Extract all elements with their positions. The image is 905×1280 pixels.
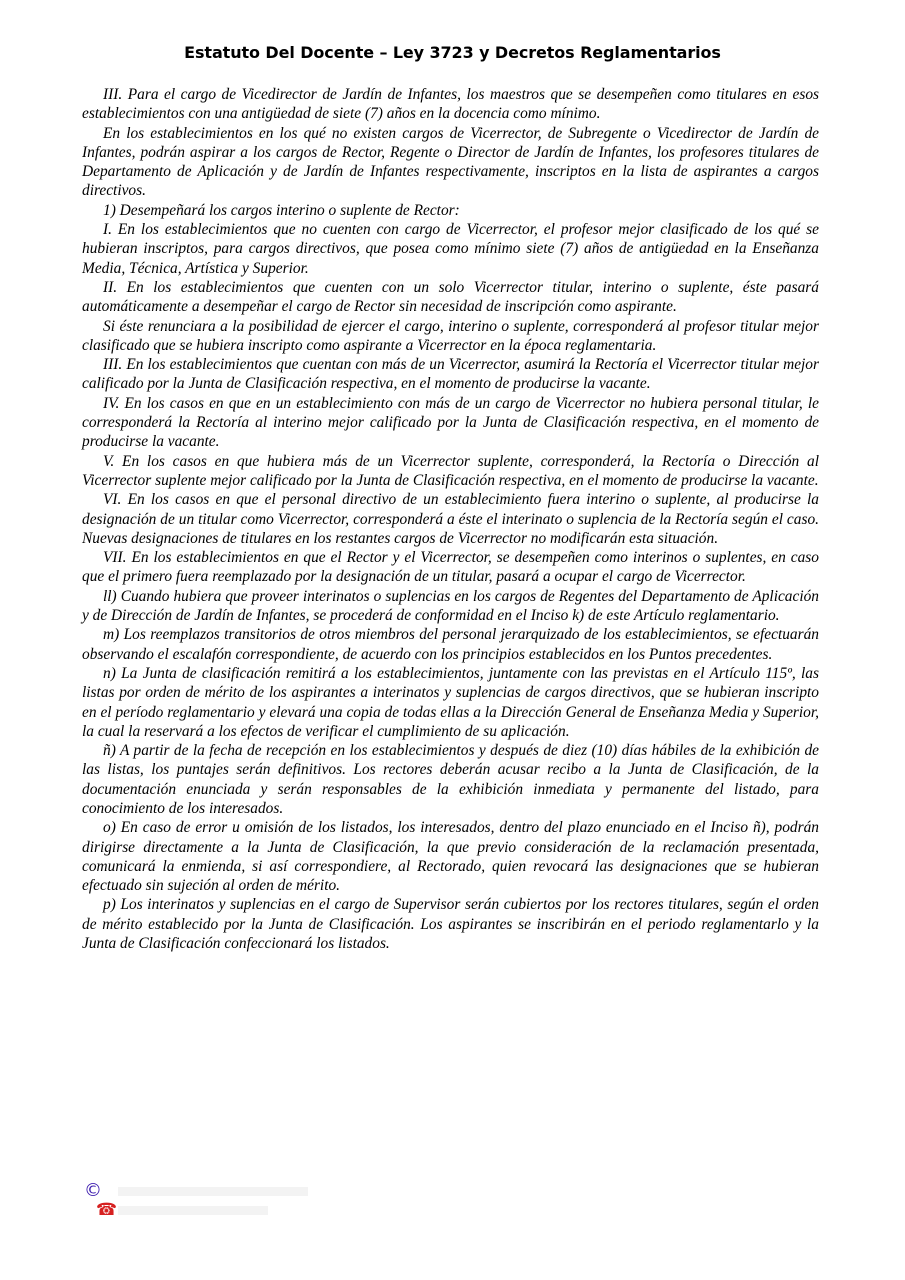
paragraph: ñ) A partir de la fecha de recepción en los establecimientos y después de diez (10) días hábiles de la exhibición de las listas, los puntajes serán definitivos. Los rectores deberán acusar recibo a la Junta de Clasificación, de la documentación enunciada y serán responsables de la exhibición inmediata y permanente del listado, para conocimiento de los interesados. xyxy=(82,742,819,817)
paragraph: VI. En los casos en que el personal directivo de un establecimiento fuera interino o suplente, al producirse la designación de un titular como Vicerrector, corresponderá a éste el interinato o suplencia de la Rectoría según el caso. Nuevas designaciones de titulares en los restantes cargos de Vicerrector no modificarán esta situación. xyxy=(82,491,819,547)
page-footer xyxy=(84,1180,384,1220)
paragraph: IV. En los casos en que en un establecimiento con más de un cargo de Vicerrector no hubiera personal titular, le corresponderá la Rectoría al interino mejor calificado por la Junta de Clasificación respectiva, en el momento de producirse la vacante. xyxy=(82,394,819,451)
faint-footer-line xyxy=(118,1187,308,1196)
paragraph: III. Para el cargo de Vicedirector de Jardín de Infantes, los maestros que se desempeñen como titulares en esos establecimientos con una antigüedad de siete (7) años en la docencia como mínimo. xyxy=(82,86,819,123)
paragraph: Si éste renunciara a la posibilidad de ejercer el cargo, interino o suplente, corresponderá al profesor titular mejor clasificado que se hubiera inscripto como aspirante a Vicerrector en la época reglamentaria. xyxy=(82,317,819,354)
paragraph: VII. En los establecimientos en que el Rector y el Vicerrector, se desempeñen como interinos o suplentes, en caso que el primero fuera reemplazado por la designación de un titular, pasará a ocupar el cargo de Vicerrector. xyxy=(82,549,819,586)
paragraph: II. En los establecimientos que cuenten con un solo Vicerrector titular, interino o suplente, éste pasará automáticamente a desempeñar el cargo de Rector sin necesidad de inscripción como aspirante. xyxy=(82,278,819,316)
faint-footer-line xyxy=(118,1206,268,1215)
copyright-icon: © xyxy=(84,1180,102,1201)
document-body xyxy=(82,85,819,953)
paragraph: n) La Junta de clasificación remitirá a los establecimientos, juntamente con las previstas en el Artículo 115º, las listas por orden de mérito de los aspirantes a interinatos y suplencias de cargos directivos, que se hubieran inscripto en el período reglamentario y elevará una copia de todas ellas a la Dirección General de Enseñanza Media y Superior, la cual la reservará a los efectos de verificar el cumplimiento de su aplicación. xyxy=(82,664,819,740)
paragraph: o) En caso de error u omisión de los listados, los interesados, dentro del plazo enunciado en el Inciso ñ), podrán dirigirse directamente a la Junta de Clasificación, la que previo consideración de la reclamación presentada, comunicará la enmienda, si así correspondiere, al Rectorado, quien revocará las designaciones que se hubieran efectuado sin sujeción al orden de mérito. xyxy=(82,819,819,895)
paragraph: I. En los establecimientos que no cuenten con cargo de Vicerrector, el profesor mejor clasificado de los qué se hubieran inscriptos, para cargos directivos, que posea como mínimo siete (7) años de antigüedad en la Enseñanza Media, Técnica, Artística y Superior. xyxy=(82,221,819,277)
paragraph: ll) Cuando hubiera que proveer interinatos o suplencias en los cargos de Regentes del Departamento de Aplicación y de Dirección de Jardín de Infantes, se procederá de conformidad en el Inciso k) de este Artículo reglamentario. xyxy=(82,587,819,625)
page-title: Estatuto Del Docente – Ley 3723 y Decretos Reglamentarios xyxy=(184,43,721,62)
paragraph: III. En los establecimientos que cuentan con más de un Vicerrector, asumirá la Rectoría el Vicerrector titular mejor calificado por la Junta de Clasificación respectiva, en el momento de producirse la vacante. xyxy=(82,356,819,393)
paragraph: m) Los reemplazos transitorios de otros miembros del personal jerarquizado de los establecimientos, se efectuarán observando el escalafón correspondiente, de acuerdo con los principios establecidos en los Puntos precedentes. xyxy=(82,626,819,663)
paragraph: En los establecimientos en los qué no existen cargos de Vicerrector, de Subregente o Vicedirector de Jardín de Infantes, podrán aspirar a los cargos de Rector, Regente o Director de Jardín de Infantes, los profesores titulares de Departamento de Aplicación y de Jardín de Infantes respectivamente, inscriptos en la lista de aspirantes a cargos directivos. xyxy=(82,124,819,200)
paragraph: p) Los interinatos y suplencias en el cargo de Supervisor serán cubiertos por los rectores titulares, según el orden de mérito establecido por la Junta de Clasificación. Los aspirantes se inscribirán en el periodo reglamentarlo y la Junta de Clasificación confeccionará los listados. xyxy=(82,896,819,953)
phone-icon: ☎ xyxy=(96,1200,118,1220)
paragraph: 1) Desempeñará los cargos interino o suplente de Rector: xyxy=(103,201,460,219)
paragraph: V. En los casos en que hubiera más de un Vicerrector suplente, corresponderá, la Rectoría o Dirección al Vicerrector suplente mejor calificado por la Junta de Clasificación respectiva, en el momento de producirse la vacante. xyxy=(82,452,819,489)
